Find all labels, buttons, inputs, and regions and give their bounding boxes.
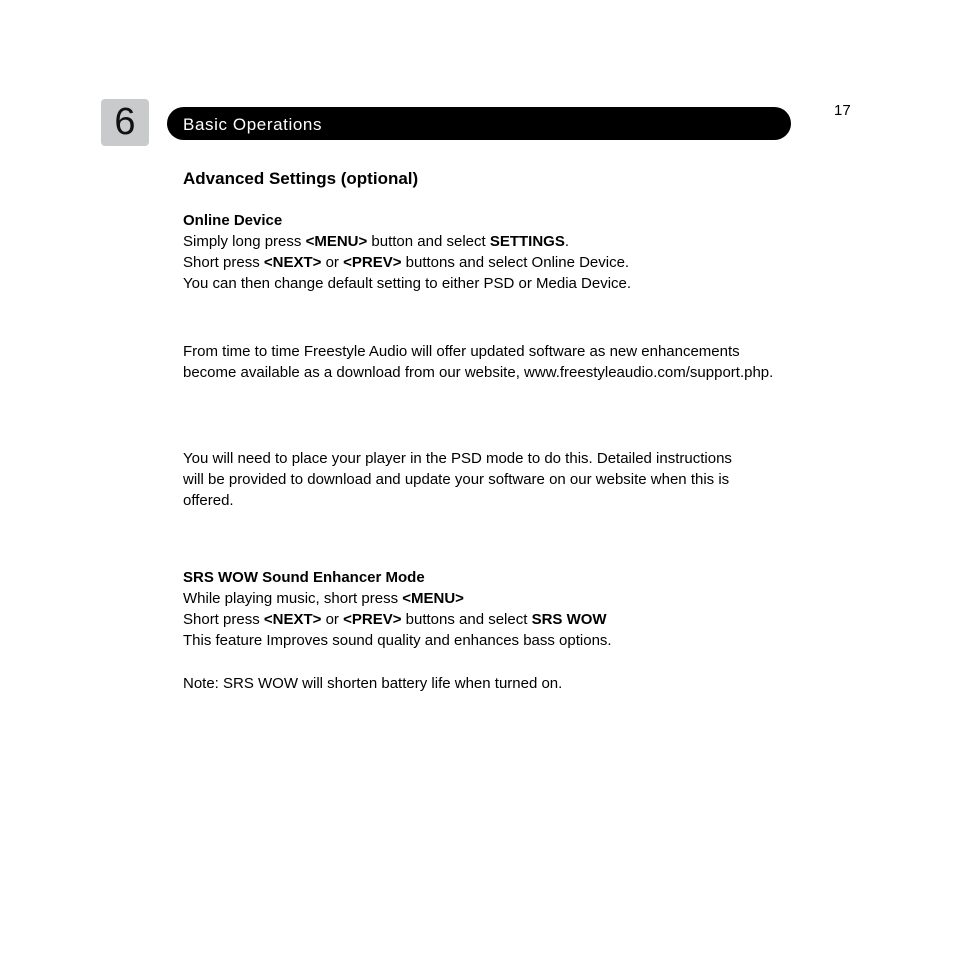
text-segment: . bbox=[564, 233, 570, 250]
srs-section bbox=[183, 567, 612, 651]
prev-key-label: <PREV> bbox=[343, 254, 402, 271]
online-device-line-2 bbox=[183, 252, 631, 273]
srs-line-1 bbox=[183, 588, 612, 609]
menu-key-label: <MENU> bbox=[305, 233, 368, 250]
update-line-1: From time to time Freestyle Audio will offer updated software as new enhancements bbox=[183, 343, 740, 360]
page-number: 17 bbox=[834, 102, 851, 119]
chapter-number: 6 bbox=[114, 101, 136, 143]
section-title: Basic Operations bbox=[183, 114, 323, 134]
psd-line-3: offered. bbox=[183, 492, 234, 509]
text-segment: or bbox=[321, 611, 344, 628]
srs-note-text: Note: SRS WOW will shorten battery life when turned on. bbox=[183, 675, 563, 692]
text-segment: button and select bbox=[367, 233, 490, 250]
next-key-label: <NEXT> bbox=[263, 254, 322, 271]
text-segment: or bbox=[321, 254, 344, 271]
online-device-section bbox=[183, 210, 631, 294]
advanced-settings-heading: Advanced Settings (optional) bbox=[183, 169, 419, 188]
text-segment: While playing music, short press bbox=[183, 590, 403, 607]
text-segment: Simply long press bbox=[183, 233, 306, 250]
prev-key-label: <PREV> bbox=[343, 611, 402, 628]
srs-note bbox=[183, 673, 562, 694]
text-segment: buttons and select Online Device. bbox=[401, 254, 630, 271]
psd-line-2: will be provided to download and update your software on our website when this is bbox=[183, 471, 730, 488]
srs-line-2 bbox=[183, 609, 612, 630]
srs-wow-label: SRS WOW bbox=[531, 611, 607, 628]
psd-paragraph bbox=[183, 448, 732, 511]
online-device-heading: Online Device bbox=[183, 212, 283, 229]
online-device-line-3: You can then change default setting to either PSD or Media Device. bbox=[183, 275, 632, 292]
text-segment: Short press bbox=[183, 254, 264, 271]
psd-line-1: You will need to place your player in the PSD mode to do this. Detailed instructions bbox=[183, 450, 732, 467]
srs-heading: SRS WOW Sound Enhancer Mode bbox=[183, 569, 425, 586]
update-line-2: become available as a download from our website, www.freestyleaudio.com/support.php. bbox=[183, 364, 774, 381]
srs-line-3: This feature Improves sound quality and enhances bass options. bbox=[183, 632, 612, 649]
menu-key-label: <MENU> bbox=[402, 590, 464, 607]
section-header-bar bbox=[167, 107, 791, 140]
text-segment: buttons and select bbox=[401, 611, 532, 628]
update-paragraph bbox=[183, 341, 773, 383]
settings-label: SETTINGS bbox=[489, 233, 565, 250]
online-device-line-1 bbox=[183, 231, 631, 252]
chapter-number-badge bbox=[101, 99, 149, 146]
next-key-label: <NEXT> bbox=[263, 611, 322, 628]
text-segment: Short press bbox=[183, 611, 264, 628]
